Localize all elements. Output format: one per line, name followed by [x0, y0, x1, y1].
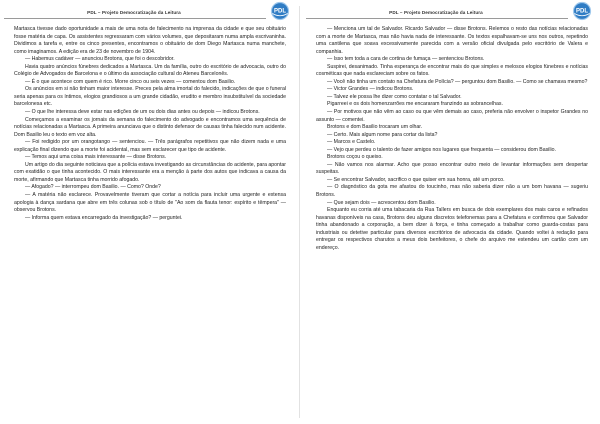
paragraph: — Informa quem estava encarregado da investigação? — perguntei. [25, 214, 183, 221]
paragraph: Havia quatro anúncios fúnebres dedicados a Martasca. Um da família, outro do escritório de advocacia, outro do Colégio de Advogados de Barcelona e o último da associação cultural do Ateneu Barcelonês. [14, 63, 286, 78]
pdl-logo-icon [268, 1, 292, 21]
left-page-body [4, 22, 294, 222]
paragraph: — Foi redigido por um orangotango — sentenciou. — Três parágrafos repetitivos que não dizem nada e uma explicação final dizendo que a morte foi acidental, mas sem esclarecer que tipo de acidente. [14, 139, 286, 153]
paragraph: — A matéria não esclarece. Provavelmente tiveram que cortar a notícia para incluir uma urgente e extensa apologia à dança sardana que abre em três colunas sob o título de "Ao som da flauta tenor: espírito e têmpera" — observou Brotons. [14, 192, 286, 214]
paragraph: — O diagnóstico da gota me afastou do toucinho, mas não saberia dizer não a um bom havana — sugeriu Brotons. [316, 184, 588, 199]
paragraph: — É o que acontece com quem é rico. Morre cinco ou seis vezes — comentou dom Basilio. [25, 78, 236, 85]
paragraph: Brotons e dom Basilio trocaram um olhar. [327, 124, 423, 131]
left-header-title: PDL – Projeto Democratização da Leitura [87, 10, 181, 15]
paragraph: — O que lhe interessa deve estar nas edições de um ou dois dias antes ou depois — indicou Brotons. [25, 109, 260, 116]
right-header-title: PDL – Projeto Democratização da Leitura [389, 10, 483, 15]
paragraph: — Não vamos nos alarmar. Acho que posso encontrar outro meio de levantar informações sem despertar suspeitas. [316, 161, 588, 176]
logo-text: PDL [576, 8, 588, 15]
paragraph: — Vejo que perdeu o talento de fazer amigos nos lugares que frequenta — considerou dom Basilio. [327, 146, 556, 153]
paragraph: Brotons coçou o queixo. [327, 154, 383, 161]
paragraph: — Isso tem toda a cara de cortina de fumaça — sentenciou Brotons. [327, 56, 485, 63]
paragraph: — Marcos e Castelo. [327, 139, 376, 146]
paragraph: — Talvez ele possa lhe dizer como contatar o tal Salvador. [327, 93, 462, 100]
paragraph: — Certo. Mais algum nome para cortar da lista? [327, 131, 438, 138]
paragraph: — Victor Grandes — indicou Brotons. [327, 86, 414, 93]
paragraph: — Menciona um tal de Salvador. Ricardo Salvador — disse Brotons. Relemos o resto das notícias relacionadas com a morte de Martasca, mas não havia nada de interessante. Os textos espalhavam-se uns nos outros, repetindo uma cantilena que soava excessivamente parecida com a versão oficial divulgada pelo escritório de Valera e companhia. [316, 26, 588, 55]
paragraph: Os anúncios em si não tinham maior interesse. Preces pela alma imortal do falecido, indicações de que o funeral seria apenas para os íntimos, elogios grandiosos a um grande cidadão, erudito e membro insubstituível da sociedade barcelonesa etc. [14, 86, 286, 108]
paragraph: Martasca tivesse dado oportunidade a mais de uma nota de falecimento na imprensa da cidade e que seu obituário fosse matéria de capa. Os assistentes regressaram com vários volumes, que depositaram numa ampla escrivaninha. Dividimos a tarefa e, entre os cinco presentes, encontramos o obituário de dom Diego Martasca numa manchete, como imaginamos. A edição era de 23 de novembro de 1904. [14, 26, 286, 55]
paragraph: Suspirei, desanimado. Tinha esperança de encontrar mais do que simples e melosos elogios fúnebres e notícias cosméticas que nada esclareciam sobre os fatos. [316, 63, 588, 78]
paragraph: — Afogado? — interrompeu dom Basilio. — Como? Onde? [25, 184, 161, 191]
left-page-header [4, 0, 294, 22]
paragraph: Começamos a examinar os jornais da semana do falecimento do advogado e encontramos uma sequência de notícias relacionadas a Martasca. A primeira anunciava que o distinto defensor de causas tinha falecido num acidente. Dom Basilio leu o texto em voz alta. [14, 116, 286, 138]
paragraph: — Que sejam dois — acrescentou dom Basilio. [327, 199, 436, 206]
pdl-logo-icon [570, 1, 594, 21]
paragraph: — Temos aqui uma coisa mais interessante — disse Brotons. [25, 154, 167, 161]
right-page [306, 0, 596, 424]
paragraph: — Se encontrar Salvador, sacrifico o que quiser em sua honra, até um porco. [327, 176, 505, 183]
paragraph: Um artigo do dia seguinte noticiava que a polícia estava investigando as circunstâncias do acidente, para apontar com exatidão o que tinha acontecido. O mais interessante era a menção à parte dos autos que indicava a causa da morte, afirmando que Martasca tinha morrido afogado. [14, 161, 286, 183]
right-page-body [306, 22, 596, 252]
paragraph: Enquanto eu corria até uma tabacaria da Rua Tallers em busca de dois exemplares dos mais caros e refinados havanas disponíveis na casa, Brotons deu alguns discretos telefonemas para a Chefatura e confirmou que Salvador tinha abandonado a corporação, a bem dizer à força, e tinha começado a trabalhar como guarda-costas para industriais ou detetive particular para diversos escritórios de advocacia da cidade. Quando voltei à redação para entregar os respectivos charutos a meus dois benfeitores, o chefe do arquivo me estendeu um cartão com um endereço. [316, 207, 588, 251]
left-header-rule [4, 18, 266, 19]
paragraph: — Por motivos que não vêm ao caso ou que vêm demais ao caso, preferia não envolver o inspetor Grandes no assunto — comentei. [316, 109, 588, 123]
page-gutter [299, 6, 300, 418]
paragraph: — Habemus cadáver — anunciou Brotons, que foi o descobridor. [25, 56, 175, 63]
right-page-header [306, 0, 596, 22]
logo-text: PDL [274, 8, 286, 15]
right-header-rule [306, 18, 568, 19]
left-page [4, 0, 294, 424]
paragraph: — Você não tinha um contato na Chefatura de Polícia? — perguntou dom Basilio. — Como se chamava mesmo? [327, 78, 588, 85]
paragraph: Pigarreei e os dois homenzarrões me encararam franzindo as sobrancelhas. [327, 101, 503, 108]
